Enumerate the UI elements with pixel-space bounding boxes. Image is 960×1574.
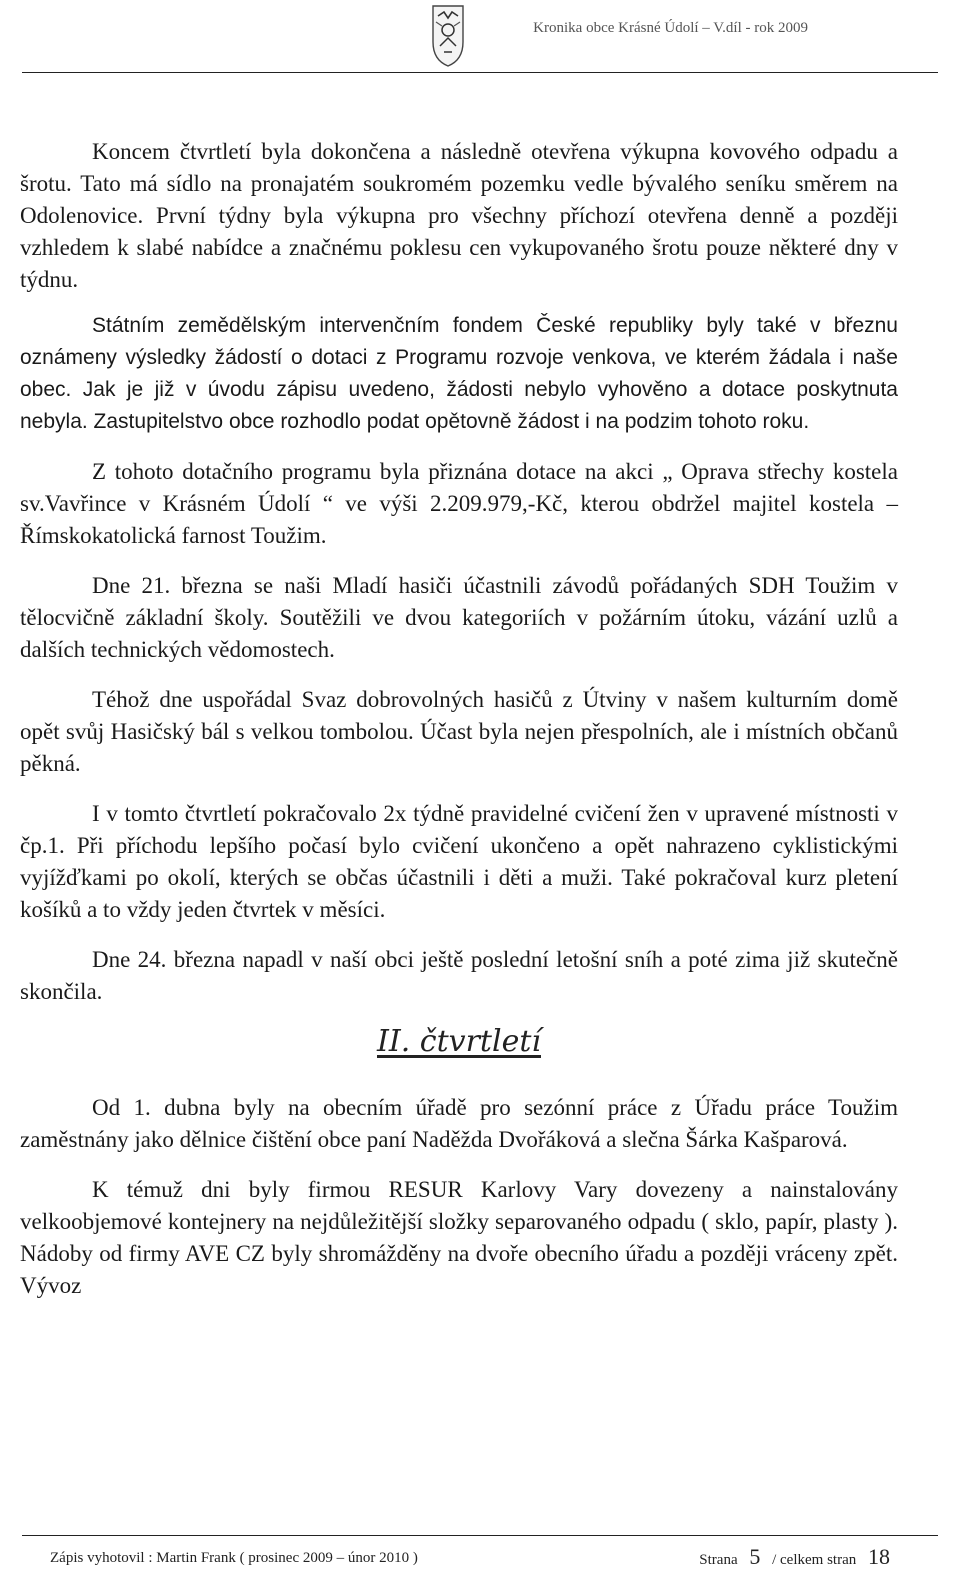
page-body: [20, 136, 898, 1302]
section-title: II. čtvrtletí: [377, 1024, 541, 1059]
page-number: 5: [749, 1544, 761, 1569]
coat-of-arms-icon: [430, 2, 466, 68]
paragraph: Dne 24. března napadl v naší obci ještě poslední letošní sníh a poté zima již skutečně skončila.: [20, 947, 898, 1004]
page-header: [0, 0, 960, 70]
total-pages: 18: [868, 1544, 890, 1569]
total-label: / celkem stran: [772, 1552, 857, 1568]
page-counter: [699, 1544, 898, 1570]
footer-rule: [22, 1535, 938, 1536]
paragraph: K témuž dni byly firmou RESUR Karlovy Vary dovezeny a nainstalovány velkoobjemové kontejnery na nejdůležitější složky separovaného odpadu ( sklo, papír, plasty ). Nádoby od firmy AVE CZ byly shromážděny na dvoře obecního úřadu a později vráceny zpět. Vývoz: [20, 1177, 898, 1298]
paragraph: Dne 21. března se naši Mladí hasiči účastnili závodů pořádaných SDH Toužim v tělocvičně základní školy. Soutěžili ve dvou kategoriích v požárním útoku, vázání uzlů a dalších technických vědomostech.: [20, 573, 898, 662]
author-note: Zápis vyhotovil : Martin Frank ( prosinec 2009 – únor 2010 ): [50, 1550, 418, 1566]
page-footer: [50, 1544, 898, 1570]
paragraph: Téhož dne uspořádal Svaz dobrovolných hasičů z Útviny v našem kulturním domě opět svůj Hasičský bál s velkou tombolou. Účast byla nejen přespolních, ale i místních občanů pěkná.: [20, 687, 898, 776]
chronicle-title: Kronika obce Krásné Údolí – V.díl - rok 2009: [533, 20, 808, 36]
paragraph: Z tohoto dotačního programu byla přiznána dotace na akci „ Oprava střechy kostela sv.Vavřince v Krásném Údolí “ ve výši 2.209.979,-Kč, kterou obdržel majitel kostela – Římskokatolická farnost Toužim.: [20, 459, 898, 548]
page-label: Strana: [699, 1552, 738, 1568]
paragraph: I v tomto čtvrtletí pokračovalo 2x týdně pravidelné cvičení žen v upravené místnosti v čp.1. Při příchodu lepšího počasí bylo cvičení ukončeno a opět nahrazeno cyklistickými vyjížďkami po okolí, kterých se občas účastnili i děti a muži. Také pokračoval kurz pletení košíků a to vždy jeden čtvrtek v měsíci.: [20, 801, 898, 922]
paragraph: Od 1. dubna byly na obecním úřadě pro sezónní práce z Úřadu práce Toužim zaměstnány jako dělnice čištění obce paní Naděžda Dvořáková a slečna Šárka Kašparová.: [20, 1095, 898, 1152]
paragraph: Státním zemědělským intervenčním fondem České republiky byly také v březnu oznámeny výsledky žádostí o dotaci z Programu rozvoje venkova, ve kterém žádala i naše obec. Jak je již v úvodu zápisu uvedeno, žádosti nebylo vyhověno a dotace poskytnuta nebyla. Zastupitelstvo obce rozhodlo podat opětovně žádost i na podzim tohoto roku.: [20, 314, 898, 433]
paragraph: Koncem čtvrtletí byla dokončena a následně otevřena výkupna kovového odpadu a šrotu. Tato má sídlo na pronajatém soukromém pozemku vedle bývalého seníku směrem na Odolenovice. První týdny byla výkupna pro všechny příchozí otevřena denně a později vzhledem k slabé nabídce a značnému poklesu cen vykupovaného šrotu pouze některé dny v týdnu.: [20, 139, 898, 292]
header-rule: [22, 72, 938, 73]
